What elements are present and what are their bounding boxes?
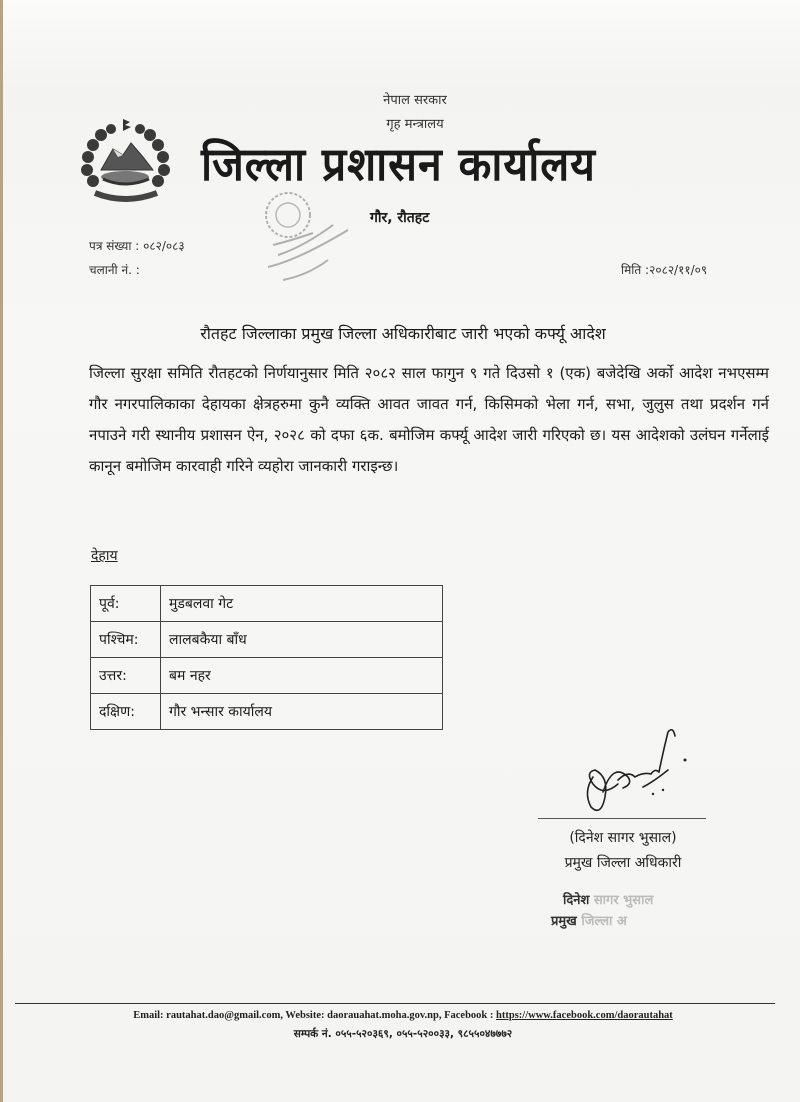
website-label: Website: <box>285 1010 325 1021</box>
dispatch-number-label: चलानी नं. : <box>89 263 140 277</box>
order-body-text: जिल्ला सुरक्षा समिति रौतहटको निर्णयानुसार मिति २०८२ साल फागुन ९ गते दिउसो १ (एक) बजेदेखि अर्को आदेश नभएसम्म गौर नगरपालिकाका देहायका क्षेत्रहरुमा कुनै व्यक्ति आवत जावत गर्न, किसिमको भेला गर्न, सभा, जुलुस तथा प्रदर्शन गर्न नपाउने गरी स्थानीय प्रशासन ऐन, २०२८ को दफा ६क. बमोजिम कर्फ्यू आदेश जारी गरिएको छ। यस आदेशको उलंघन गर्नेलाई कानून बमोजिम कारवाही गरिने व्यहोरा जानकारी गराइन्छ। <box>89 364 769 475</box>
place-cell: लालबकैया बाँध <box>161 622 443 658</box>
name-stamp <box>563 890 653 908</box>
stamp-post-faded-text: जिल्ला अ <box>576 914 627 929</box>
place-cell: मुडबलवा गेट <box>161 586 443 622</box>
letter-number <box>89 237 185 254</box>
government-name: नेपाल सरकार <box>383 93 447 108</box>
direction-cell: पूर्व: <box>91 586 161 622</box>
office-location: गौर, रौतहट <box>370 210 430 226</box>
dispatch-number <box>89 261 140 278</box>
footer-contacts <box>3 1010 800 1021</box>
stamp-name-faded-text: सागर भुसाल <box>589 893 654 908</box>
signatory-name: (दिनेश सागर भुसाल) <box>569 830 677 846</box>
letter-number-value: ०८२/०८३ <box>143 239 185 253</box>
facebook-link[interactable]: https://www.facebook.com/daorautahat <box>496 1010 673 1021</box>
stamp-post-text: प्रमुख <box>551 914 577 929</box>
office-title: जिल्ला प्रशासन कार्यालय <box>201 137 596 191</box>
table-row <box>91 694 443 730</box>
date-value: २०८२/११/०९ <box>649 263 708 277</box>
table-row <box>91 658 443 694</box>
table-row <box>91 622 443 658</box>
footer-divider <box>15 1003 775 1004</box>
email-link[interactable]: rautahat.dao@gmail.com, <box>166 1010 283 1021</box>
stamp-name-text: दिनेश <box>563 893 590 908</box>
boundaries-heading: देहाय <box>91 548 118 564</box>
signatory-designation: प्रमुख जिल्ला अधिकारी <box>564 855 682 871</box>
table-row <box>91 586 443 622</box>
direction-cell: दक्षिण: <box>91 694 161 730</box>
designation-stamp <box>551 911 627 929</box>
website-link[interactable]: daorauahat.moha.gov.np, <box>327 1010 442 1021</box>
direction-cell: उत्तर: <box>91 658 161 694</box>
signature-line <box>538 818 706 819</box>
contact-numbers: सम्पर्क नं. ०५५-५२०३६९, ०५५-५२००३३, ९८५५०४७७७२ <box>293 1028 513 1040</box>
date-label: मिति : <box>621 263 650 277</box>
letter-number-label: पत्र संख्या : <box>89 239 140 253</box>
facebook-label: Facebook : <box>444 1010 494 1021</box>
direction-cell: पश्चिम: <box>91 622 161 658</box>
letter-date <box>621 261 707 278</box>
boundaries-table <box>90 585 443 730</box>
office-seal-stamp-icon <box>253 185 368 290</box>
place-cell: बम नहर <box>161 658 443 694</box>
subject-heading: रौतहट जिल्लाका प्रमुख जिल्ला अधिकारीबाट जारी भएको कर्फ्यू आदेश <box>200 324 606 343</box>
place-cell: गौर भन्सार कार्यालय <box>161 694 443 730</box>
email-label: Email: <box>133 1010 164 1021</box>
handwritten-signature-icon <box>573 722 698 822</box>
ministry-name: गृह मन्त्रालय <box>386 117 444 132</box>
